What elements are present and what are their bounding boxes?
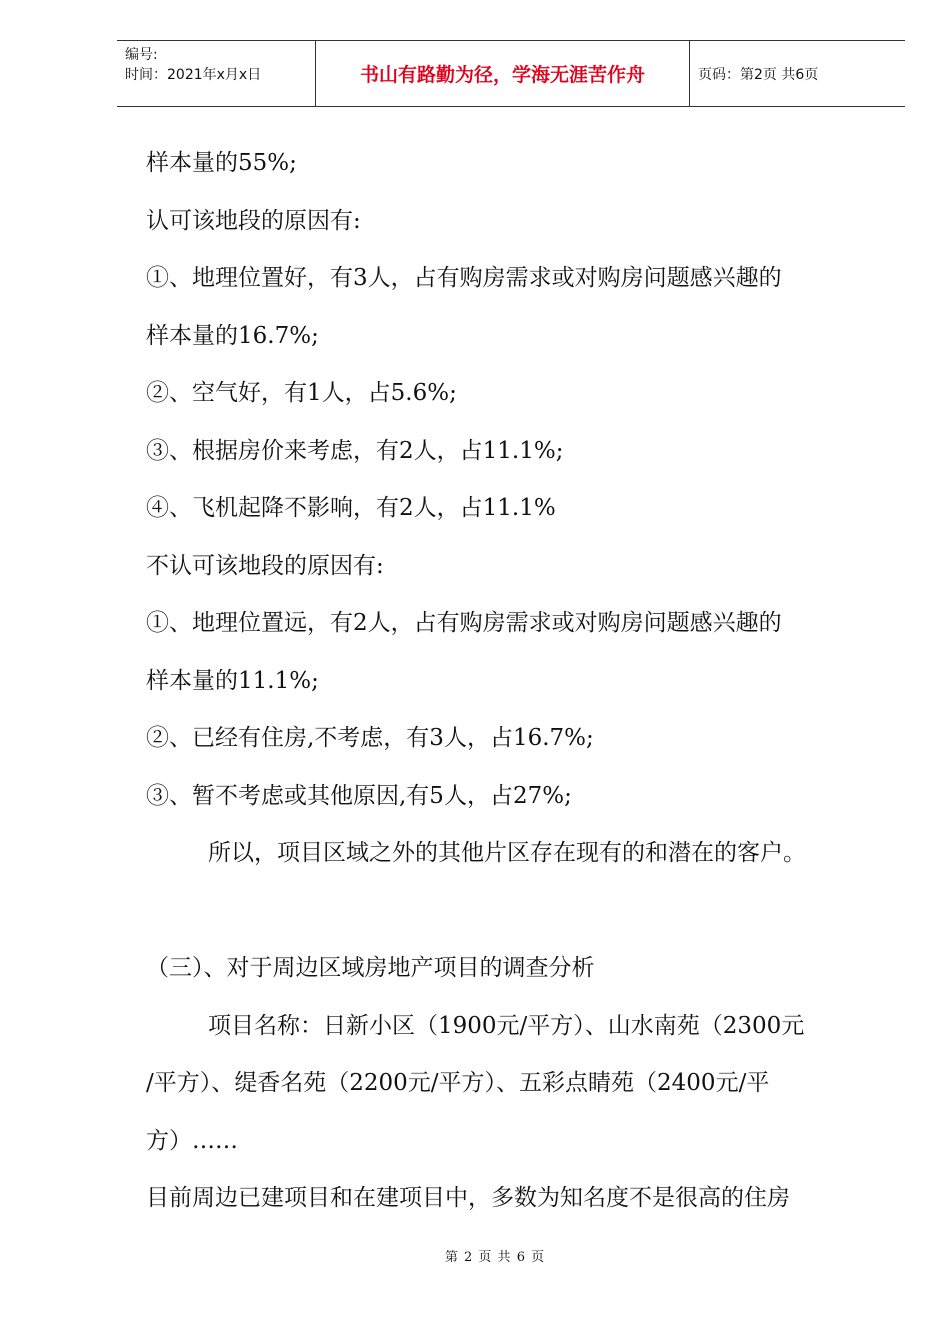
body-line: 认可该地段的原因有: [146, 207, 361, 234]
header-number-label: 编号: [125, 47, 158, 63]
body-line: 目前周边已建项目和在建项目中，多数为知名度不是很高的住房 [146, 1185, 790, 1211]
body-line: 不认可该地段的原因有: [146, 552, 384, 579]
body-line: ②、空气好，有1人，占5.6%; [146, 380, 457, 406]
body-line: ③、暂不考虑或其他原因,有5人，占27%; [146, 782, 572, 809]
paragraph-gap [146, 888, 886, 946]
body-line: /平方）、缇香名苑（2200元/平方）、五彩点睛苑（2400元/平 [146, 1070, 770, 1096]
document-body [146, 140, 886, 1233]
body-line: 项目名称：日新小区（1900元/平方）、山水南苑（2300元 [208, 1012, 805, 1039]
header-time-label: 时间：2021年x月x日 [125, 67, 262, 83]
body-line: 样本量的55%; [146, 150, 297, 176]
body-line: ①、地理位置好，有3人，占有购房需求或对购房问题感兴趣的 [146, 265, 782, 291]
page-header [117, 40, 905, 107]
header-page-info: 页码：第2页 共6页 [698, 66, 819, 83]
body-line: 样本量的11.1%; [146, 667, 319, 694]
section-heading: （三）、对于周边区域房地产项目的调查分析 [146, 955, 595, 981]
body-line: ③、根据房价来考虑，有2人，占11.1%; [146, 437, 564, 464]
body-line: ①、地理位置远，有2人，占有购房需求或对购房问题感兴趣的 [146, 610, 782, 636]
header-meta-cell [117, 41, 316, 106]
body-line: ②、已经有住房,不考虑，有3人，占16.7%; [146, 725, 594, 751]
header-motto: 书山有路勤为径，学海无涯苦作舟 [316, 41, 690, 106]
conclusion-paragraph: 所以，项目区域之外的其他片区存在现有的和潜在的客户。 [208, 840, 806, 866]
body-line: 方）…… [146, 1127, 238, 1154]
body-line: 样本量的16.7%; [146, 322, 319, 349]
page-footer: 第 2 页 共 6 页 [444, 1250, 546, 1265]
body-line: ④、飞机起降不影响，有2人，占11.1% [146, 495, 556, 521]
